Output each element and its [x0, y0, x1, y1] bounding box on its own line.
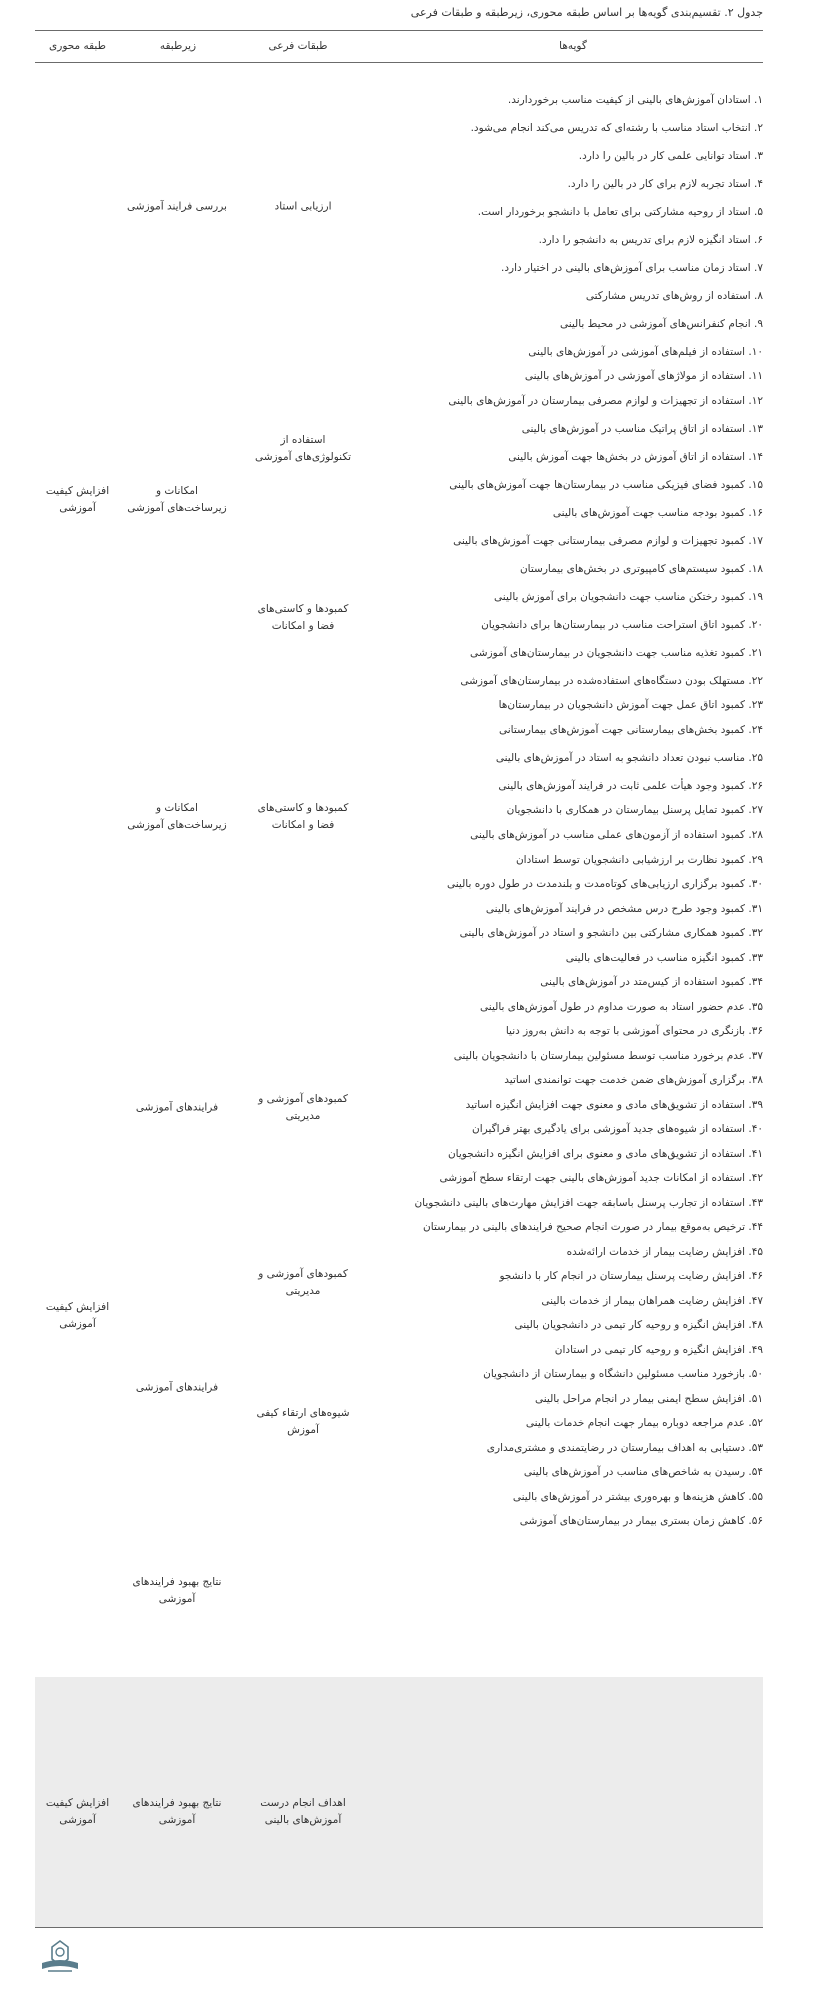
minor-category-cell: شیوه‌های ارتقاء کیفی آموزش — [256, 1407, 350, 1436]
item-row: ۳۸. برگزاری آموزش‌های ضمن خدمت جهت توانمندی اساتید — [504, 1074, 763, 1086]
item-row: ۲۶. کمبود وجود هیأت علمی ثابت در فرایند آموزش‌های بالینی — [498, 780, 763, 792]
item-row: ۳. استاد توانایی علمی کار در بالین را دارد. — [578, 150, 763, 162]
main-category-cell: افزایش کیفیت آموزشی — [45, 1797, 110, 1826]
main-category-cell: افزایش کیفیت آموزشی — [45, 485, 110, 514]
subclass-cell: امکانات و زیرساخت‌های آموزشی — [127, 485, 227, 514]
item-row: ۷. استاد زمان مناسب برای آموزش‌های بالینی در اختیار دارد. — [501, 262, 763, 274]
item-row: ۴۱. استفاده از تشویق‌های مادی و معنوی برای افزایش انگیزه دانشجویان — [447, 1148, 763, 1160]
item-row: ۴۳. استفاده از تجارب پرسنل باسابقه جهت افزایش مهارت‌های بالینی دانشجویان — [414, 1197, 763, 1209]
item-row: ۴۸. افزایش انگیزه و روحیه کار تیمی در دانشجویان بالینی — [514, 1319, 763, 1331]
subclass-cell: امکانات و زیرساخت‌های آموزشی — [127, 802, 227, 831]
minor-category-cell: استفاده از تکنولوژی‌های آموزشی — [254, 434, 352, 463]
item-row: ۵۲. عدم مراجعه دوباره بیمار جهت انجام خدمات بالینی — [525, 1417, 763, 1429]
item-row: ۵۴. رسیدن به شاخص‌های مناسب در آموزش‌های بالینی — [523, 1466, 763, 1478]
item-row: ۵. استاد از روحیه مشارکتی برای تعامل با دانشجو برخوردار است. — [477, 206, 763, 218]
item-row: ۴۹. افزایش انگیزه و روحیه کار تیمی در استادان — [554, 1344, 763, 1356]
item-row: ۱. استادان آموزش‌های بالینی از کیفیت مناسب برخوردارند. — [507, 94, 763, 106]
subclass-cell: فرایندهای آموزشی — [135, 1101, 219, 1114]
minor-category-cell: کمبودها و کاستی‌های فضا و امکانات — [257, 802, 349, 831]
item-row: ۴۲. استفاده از امکانات جدید آموزش‌های بالینی جهت ارتقاء سطح آموزشی — [439, 1172, 763, 1184]
item-row: ۳۳. کمبود انگیزه مناسب در فعالیت‌های بالینی — [565, 952, 763, 964]
item-row: ۴۶. افزایش رضایت پرسنل بیمارستان در انجام کار با دانشجو — [499, 1270, 763, 1282]
item-row: ۲۰. کمبود اتاق استراحت مناسب در بیمارستان‌ها برای دانشجویان — [481, 619, 763, 631]
item-row: ۲۲. مستهلک بودن دستگاه‌های استفاده‌شده در بیمارستان‌های آموزشی — [460, 675, 763, 687]
item-row: ۴۴. ترخیص به‌موقع بیمار در صورت انجام صحیح فرایندهای بالینی در بیمارستان — [423, 1221, 763, 1233]
header-main-category: طبقه محوری — [49, 40, 106, 52]
item-row: ۳۶. بازنگری در محتوای آموزشی با توجه به دانش به‌روز دنیا — [505, 1025, 763, 1037]
item-row: ۴۰. استفاده از شیوه‌های جدید آموزشی برای یادگیری بهتر فراگیران — [472, 1123, 763, 1135]
minor-category-cell: ارزیابی استاد — [274, 200, 332, 213]
item-row: ۵۳. دستیابی به اهداف بیمارستان در رضایتمندی و مشتری‌مداری — [486, 1442, 763, 1454]
subclass-cell: بررسی فرایند آموزشی — [127, 200, 227, 213]
item-row: ۴. استاد تجربه لازم برای کار در بالین را دارد. — [567, 178, 763, 190]
item-row: ۱۴. استفاده از اتاق آموزش در بخش‌ها جهت آموزش بالینی — [508, 451, 763, 463]
item-row: ۱۱. استفاده از مولاژهای آموزشی در آموزش‌های بالینی — [524, 370, 763, 382]
item-row: ۲۱. کمبود تغذیه مناسب جهت دانشجویان در بیمارستان‌های آموزشی — [470, 647, 763, 659]
item-row: ۵۶. کاهش زمان بستری بیمار در بیمارستان‌های آموزشی — [519, 1515, 763, 1527]
item-row: ۱۲. استفاده از تجهیزات و لوازم مصرفی بیمارستان در آموزش‌های بالینی — [448, 395, 763, 407]
item-row: ۳۴. کمبود استفاده از کیس‌متد در آموزش‌های بالینی — [540, 976, 763, 988]
table-header-rule — [35, 62, 763, 63]
item-row: ۳۹. استفاده از تشویق‌های مادی و معنوی جهت افزایش انگیزه اساتید — [465, 1099, 763, 1111]
categorization-table — [35, 30, 763, 1928]
item-row: ۲۳. کمبود اتاق عمل جهت آموزش دانشجویان در بیمارستان‌ها — [498, 699, 763, 711]
subclass-cell: فرایندهای آموزشی — [135, 1381, 219, 1394]
header-subcategory: طبقات فرعی — [268, 40, 328, 52]
item-row: ۱۷. کمبود تجهیزات و لوازم مصرفی بیمارستانی جهت آموزش‌های بالینی — [453, 535, 763, 547]
item-row: ۱۰. استفاده از فیلم‌های آموزشی در آموزش‌های بالینی — [528, 346, 763, 358]
item-row: ۸. استفاده از روش‌های تدریس مشارکتی — [585, 290, 763, 302]
minor-category-cell: کمبودهای آموزشی و مدیریتی — [258, 1093, 348, 1122]
item-row: ۲. انتخاب استاد مناسب با رشته‌ای که تدریس می‌کند انجام می‌شود. — [470, 122, 763, 134]
item-row: ۳۰. کمبود برگزاری ارزیابی‌های کوتاه‌مدت و بلندمدت در طول دوره بالینی — [447, 878, 763, 890]
item-row: ۵۰. بازخورد مناسب مسئولین دانشگاه و بیمارستان از دانشجویان — [483, 1368, 763, 1380]
item-row: ۲۷. کمبود تمایل پرسنل بیمارستان در همکاری با دانشجویان — [506, 804, 763, 816]
subclass-cell: نتایج بهبود فرایندهای آموزشی — [132, 1576, 222, 1605]
item-row: ۴۷. افزایش رضایت همراهان بیمار از خدمات بالینی — [541, 1295, 763, 1307]
item-row: ۲۴. کمبود بخش‌های بیمارستانی جهت آموزش‌های بیمارستانی — [498, 724, 763, 736]
table-caption: جدول ۲. تقسیم‌بندی گویه‌ها بر اساس طبقه محوری، زیرطبقه و طبقات فرعی — [410, 6, 763, 19]
item-row: ۱۳. استفاده از اتاق پراتیک مناسب در آموزش‌های بالینی — [521, 423, 763, 435]
item-row: ۴۵. افزایش رضایت بیمار از خدمات ارائه‌شده — [566, 1246, 763, 1258]
item-row: ۹. انجام کنفرانس‌های آموزشی در محیط بالینی — [559, 318, 763, 330]
minor-category-cell: کمبودها و کاستی‌های فضا و امکانات — [257, 603, 349, 632]
main-category-cell: افزایش کیفیت آموزشی — [45, 1301, 110, 1330]
minor-category-cell: کمبودهای آموزشی و مدیریتی — [258, 1268, 348, 1297]
header-items: گویه‌ها — [559, 40, 587, 52]
item-row: ۳۷. عدم برخورد مناسب توسط مسئولین بیمارستان با دانشجویان بالینی — [453, 1050, 763, 1062]
item-row: ۲۸. کمبود استفاده از آزمون‌های عملی مناسب در آموزش‌های بالینی — [470, 829, 763, 841]
item-row: ۵۵. کاهش هزینه‌ها و بهره‌وری بیشتر در آموزش‌های بالینی — [512, 1491, 763, 1503]
item-row: ۳۲. کمبود همکاری مشارکتی بین دانشجو و استاد در آموزش‌های بالینی — [459, 927, 763, 939]
journal-logo — [38, 1937, 82, 1977]
item-row: ۱۸. کمبود سیستم‌های کامپیوتری در بخش‌های بیمارستان — [519, 563, 763, 575]
item-row: ۵۱. افزایش سطح ایمنی بیمار در انجام مراحل بالینی — [535, 1393, 763, 1405]
item-row: ۱۵. کمبود فضای فیزیکی مناسب در بیمارستان‌ها جهت آموزش‌های بالینی — [449, 479, 763, 491]
minor-category-cell: اهداف انجام درست آموزش‌های بالینی — [260, 1797, 346, 1826]
item-row: ۶. استاد انگیزه لازم برای تدریس به دانشجو را دارد. — [538, 234, 763, 246]
item-row: ۳۱. کمبود وجود طرح درس مشخص در فرایند آموزش‌های بالینی — [485, 903, 763, 915]
item-row: ۱۹. کمبود رختکن مناسب جهت دانشجویان برای آموزش بالینی — [494, 591, 763, 603]
item-row: ۱۶. کمبود بودجه مناسب جهت آموزش‌های بالینی — [552, 507, 763, 519]
header-subclass: زیرطبقه — [159, 40, 197, 52]
subclass-cell: نتایج بهبود فرایندهای آموزشی — [132, 1797, 222, 1826]
item-row: ۲۹. کمبود نظارت بر ارزشیابی دانشجویان توسط استادان — [515, 854, 763, 866]
item-row: ۳۵. عدم حضور استاد به صورت مداوم در طول آموزش‌های بالینی — [480, 1001, 763, 1013]
table-bottom-rule — [35, 1927, 763, 1928]
item-row: ۲۵. مناسب نبودن تعداد دانشجو به استاد در آموزش‌های بالینی — [495, 752, 763, 764]
